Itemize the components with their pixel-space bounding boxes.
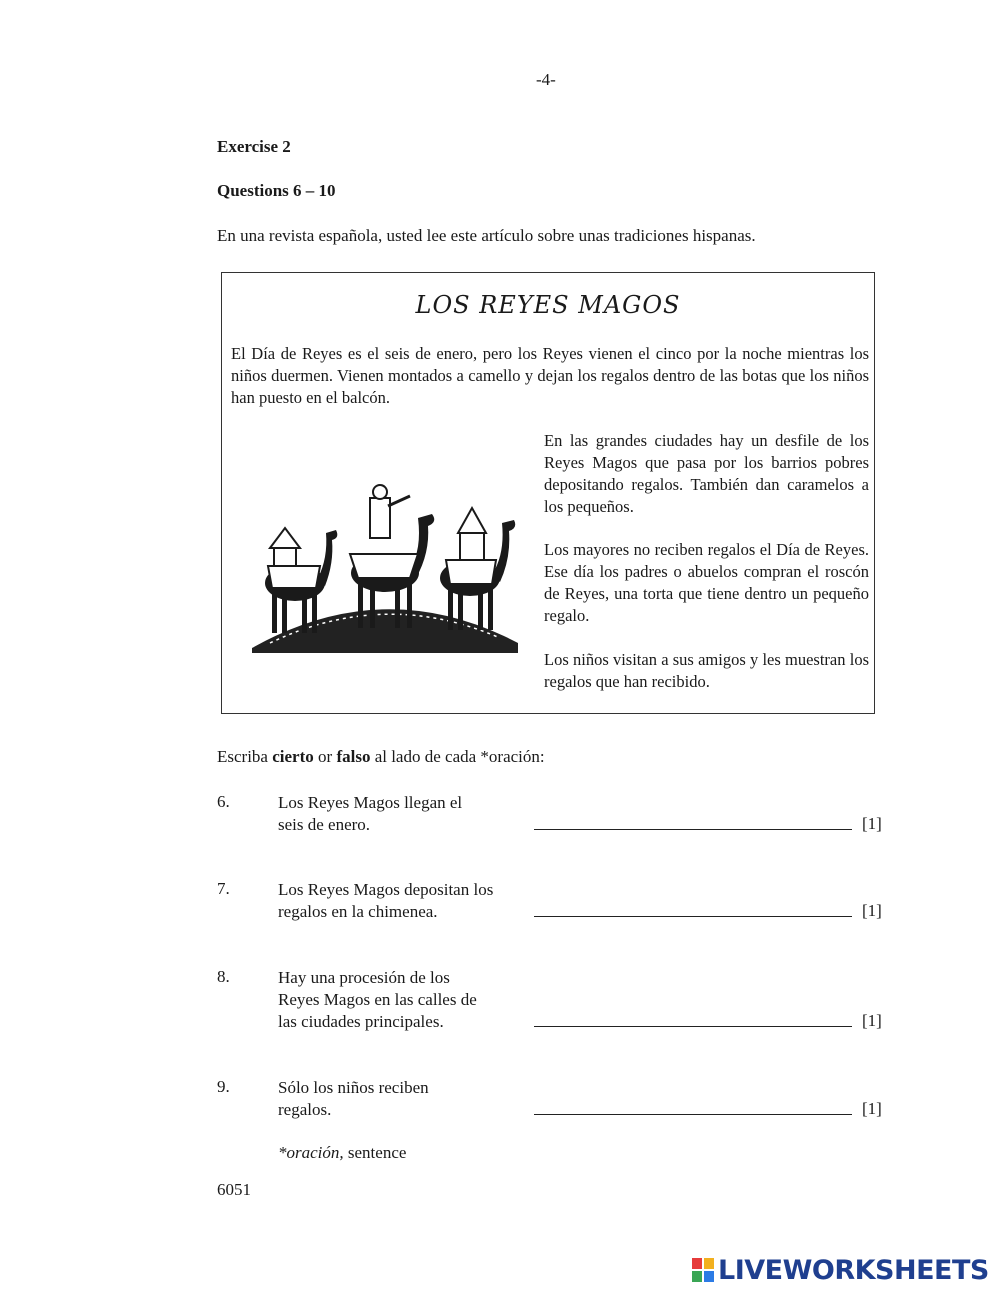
question-7-mark: [1] (862, 901, 882, 920)
question-9-answer-input[interactable] (534, 1092, 852, 1115)
question-6-line-2: seis de enero. (278, 815, 371, 834)
footnote-meaning: sentence (343, 1143, 407, 1162)
camel-right (440, 508, 515, 630)
liveworksheets-logo-icon (692, 1258, 714, 1282)
intro-text: En una revista española, usted lee este artículo sobre unas tradiciones hispanas. (217, 226, 756, 245)
questions-label: Questions 6 – 10 (217, 181, 336, 200)
question-7-text (278, 879, 538, 923)
question-8-text (278, 967, 538, 1033)
question-6-answer-input[interactable] (534, 807, 852, 830)
camel-middle (350, 485, 434, 628)
three-kings-camels-illustration (250, 478, 520, 653)
question-8-line-1: Hay una procesión de los (278, 968, 450, 987)
liveworksheets-logo (692, 1254, 989, 1286)
article-title: LOS REYES MAGOS (415, 291, 681, 319)
question-8-line-2: Reyes Magos en las calles de (278, 990, 477, 1009)
article-paragraph-1: El Día de Reyes es el seis de enero, pero los Reyes vienen el cinco por la noche mientras los niños duermen. Vienen montados a camello y dejan los regalos dentro de las botas que los niños han puesto en el balcón. (231, 344, 869, 407)
article-box (221, 272, 875, 714)
instruction (217, 747, 545, 767)
question-9-line-1: Sólo los niños reciben (278, 1078, 429, 1097)
page-number: -4- (536, 70, 556, 89)
question-9-number: 9. (217, 1077, 230, 1096)
question-7-line-1: Los Reyes Magos depositan los (278, 880, 494, 899)
question-8-number: 8. (217, 967, 230, 986)
question-8-mark: [1] (862, 1011, 882, 1030)
paper-code: 6051 (217, 1180, 251, 1199)
question-6-mark: [1] (862, 814, 882, 833)
question-8-line-3: las ciudades principales. (278, 1012, 444, 1031)
camel-left (265, 528, 337, 633)
question-8-answer-input[interactable] (534, 1004, 852, 1027)
question-7-line-2: regalos en la chimenea. (278, 902, 438, 921)
instruction-text-before: Escriba (217, 747, 273, 766)
word-cierto: cierto (272, 747, 314, 766)
question-9-mark: [1] (862, 1099, 882, 1118)
question-9-line-2: regalos. (278, 1100, 332, 1119)
footnote (278, 1143, 406, 1163)
question-7-answer-input[interactable] (534, 894, 852, 917)
word-falso: falso (336, 747, 371, 766)
article-paragraph-4: Los niños visitan a sus amigos y les muestran los regalos que han recibido. (544, 650, 869, 691)
liveworksheets-logo-text: LIVEWORKSHEETS (718, 1254, 989, 1286)
question-6-line-1: Los Reyes Magos llegan el (278, 793, 463, 812)
article-paragraph-3: Los mayores no reciben regalos el Día de Reyes. Ese día los padres o abuelos compran el roscón de Reyes, una torta que tiene dentro un pequeño regalo. (544, 540, 869, 625)
article-paragraph-2: En las grandes ciudades hay un desfile de los Reyes Magos que pasa por los barrios pobres depositando regalos. También dan caramelos a los pequeños. (544, 431, 869, 516)
question-6-number: 6. (217, 792, 230, 811)
instruction-text-middle: or (313, 747, 337, 766)
question-7-number: 7. (217, 879, 230, 898)
exercise-label: Exercise 2 (217, 137, 291, 156)
question-6-text (278, 792, 538, 836)
question-9-text (278, 1077, 538, 1121)
footnote-term: *oración, (278, 1143, 344, 1162)
instruction-text-after: al lado de cada *oración: (370, 747, 545, 766)
